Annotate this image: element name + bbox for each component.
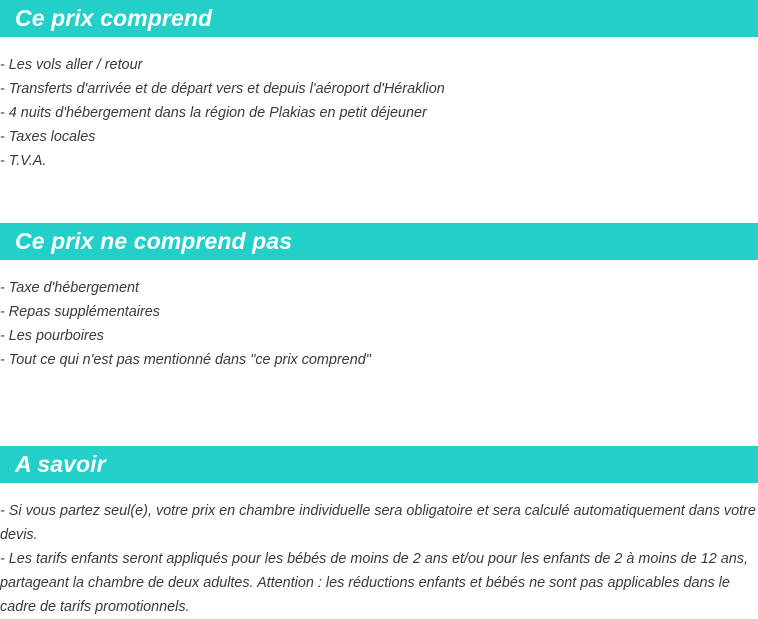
section-title: Ce prix comprend [15, 5, 213, 31]
included-list [0, 37, 758, 173]
list-item: - Repas supplémentaires [0, 304, 160, 320]
good-to-know-body [0, 483, 758, 619]
list-item: - Transferts d'arrivée et de départ vers et depuis l'aéroport d'Héraklion [0, 81, 445, 97]
list-item: - T.V.A. [0, 153, 47, 169]
info-paragraph: - Les tarifs enfants seront appliqués pour les bébés de moins de 2 ans et/ou pour les enfants de 2 à moins de 12 ans, partageant la chambre de deux adultes. Attention : les réductions enfants et bébés ne sont pas applicables dans le cadre de tarifs promotionnels. [0, 551, 748, 615]
list-item: - Taxes locales [0, 129, 96, 145]
section-header [0, 223, 758, 260]
section-good-to-know [0, 446, 758, 619]
section-price-excluded [0, 223, 758, 372]
section-price-included [0, 0, 758, 173]
list-item: - Taxe d'hébergement [0, 280, 140, 296]
info-paragraph: - Si vous partez seul(e), votre prix en chambre individuelle sera obligatoire et sera calculé automatiquement dans votre devis. [0, 503, 756, 543]
section-title: Ce prix ne comprend pas [15, 228, 293, 254]
section-header [0, 0, 758, 37]
section-header [0, 446, 758, 483]
list-item: - 4 nuits d'hébergement dans la région de Plakias en petit déjeuner [0, 105, 427, 121]
list-item: - Les pourboires [0, 328, 104, 344]
list-item: - Tout ce qui n'est pas mentionné dans "ce prix comprend" [0, 352, 371, 368]
excluded-list [0, 260, 758, 372]
section-title: A savoir [15, 451, 106, 477]
list-item: - Les vols aller / retour [0, 57, 143, 73]
